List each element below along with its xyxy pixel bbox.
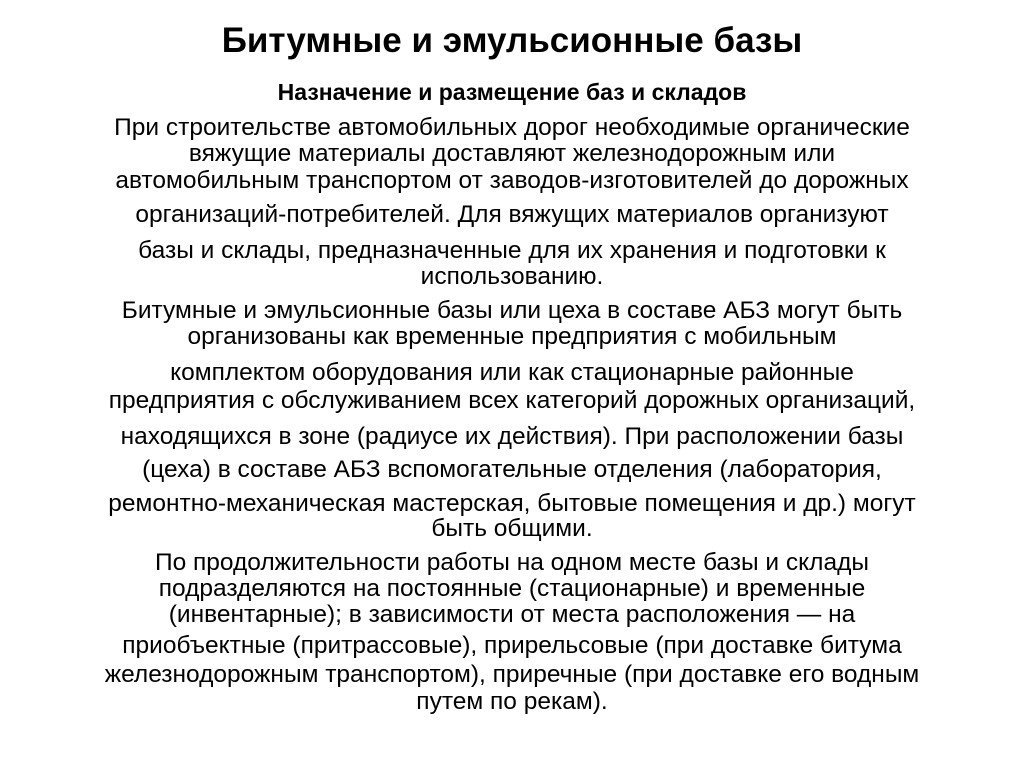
text-line: подразделяются на постоянные (стационарные) и временные [158, 575, 866, 602]
text-line: (цеха) в составе АБЗ вспомогательные отделения (лаборатория, [142, 456, 882, 483]
text-line: использованию. [420, 263, 604, 290]
text-line: железнодорожным транспортом), приречные (при доставке его водным [104, 661, 920, 688]
text-line: предприятия с обслуживанием всех категорий дорожных организаций, [108, 387, 916, 414]
text-line: При строительстве автомобильных дорог необходимые органические [114, 114, 910, 141]
text-line: организованы как временные предприятия с мобильным [187, 323, 837, 350]
text-line: организаций-потребителей. Для вяжущих материалов организуют [135, 201, 889, 228]
text-line: (инвентарные); в зависимости от места расположения — на [168, 601, 856, 628]
text-line: приобъектные (притрассовые), прирельсовые (при доставке битума [122, 632, 902, 659]
text-line: автомобильным транспортом от заводов-изготовителей до дорожных [115, 167, 909, 194]
slide-subtitle: Назначение и размещение баз и складов [277, 79, 747, 105]
text-line: путем по рекам). [416, 688, 608, 715]
text-line: ремонтно-механическая мастерская, бытовые помещения и др.) могут [108, 490, 916, 517]
text-line: Битумные и эмульсионные базы или цеха в составе АБЗ могут быть [121, 297, 903, 324]
text-line: быть общими. [431, 515, 593, 542]
text-line: базы и склады, предназначенные для их хранения и подготовки к [138, 237, 886, 264]
text-line: находящихся в зоне (радиусе их действия). При расположении базы [120, 423, 904, 450]
text-line: вяжущие материалы доставляют железнодорожным или [188, 140, 836, 167]
slide-title: Битумные и эмульсионные базы [221, 21, 803, 60]
text-line: комплектом оборудования или как стационарные районные [170, 359, 854, 386]
text-line: По продолжительности работы на одном месте базы и склады [154, 549, 869, 576]
